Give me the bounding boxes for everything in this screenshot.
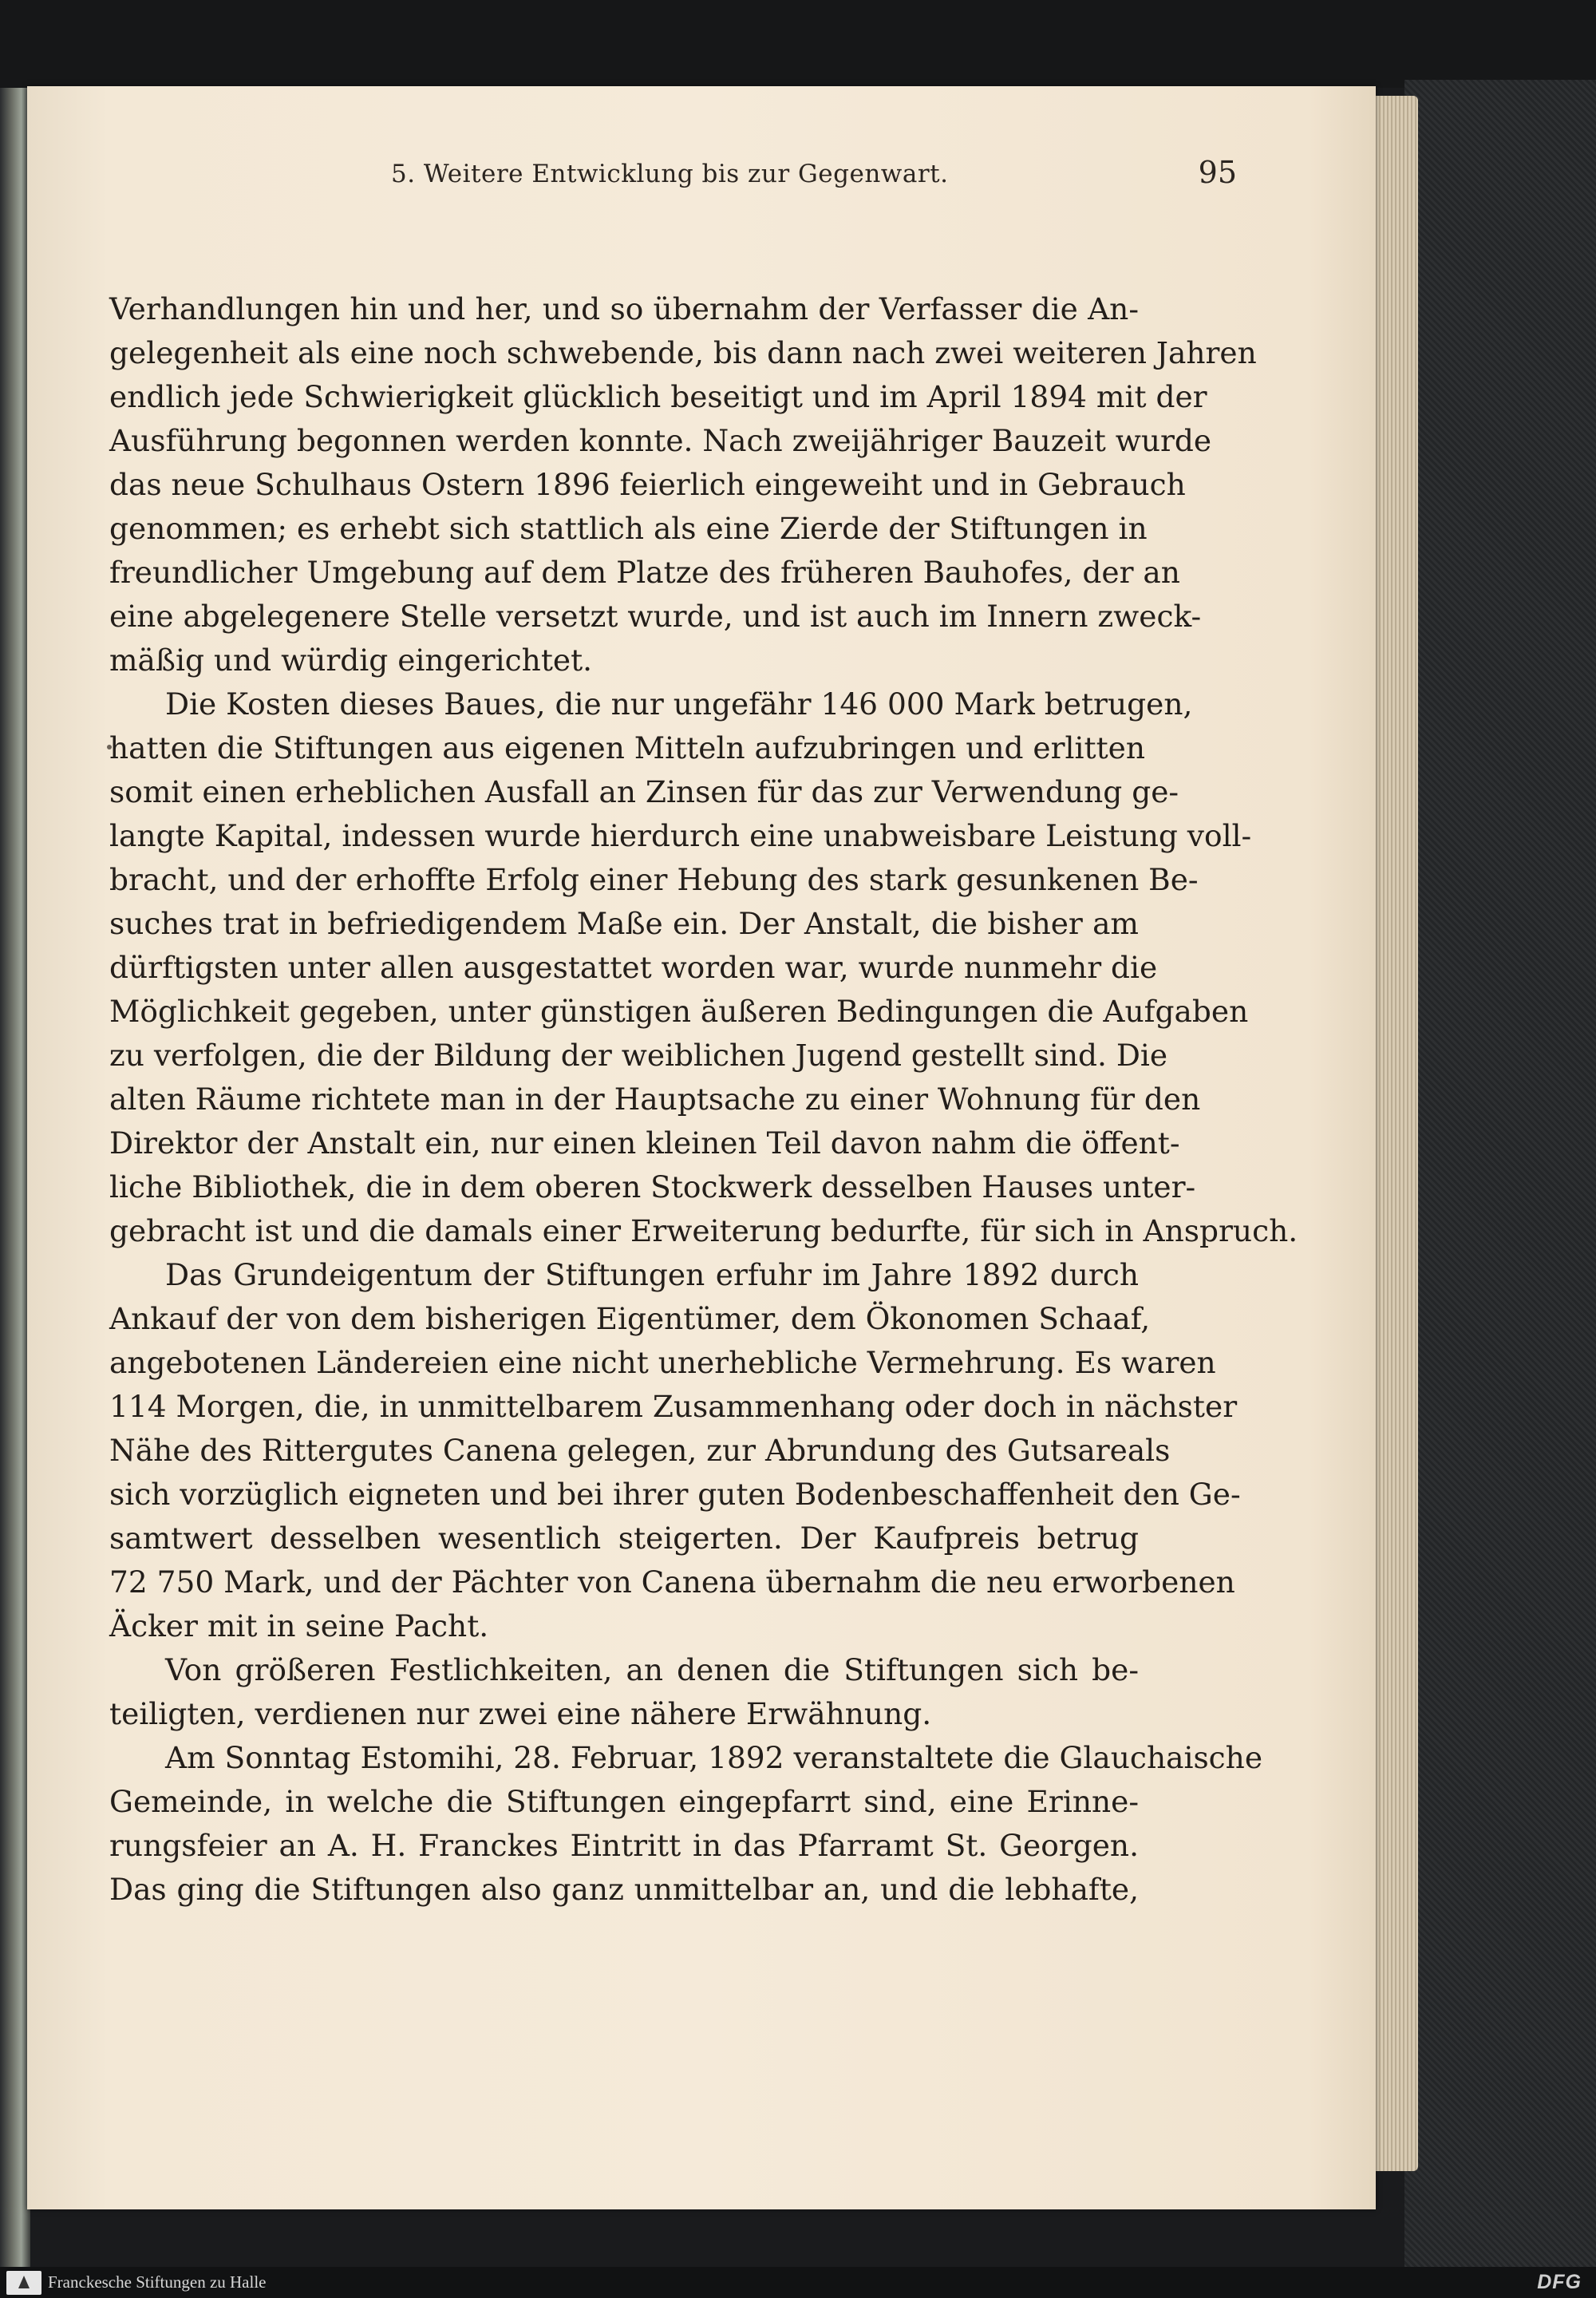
- text-line: Ankauf der von dem bisherigen Eigentümer, dem Ökonomen Schaaf,: [109, 1301, 1151, 1336]
- text-line: Ausführung begonnen werden konnte. Nach zweijähriger Bauzeit wurde: [109, 423, 1212, 458]
- text-line: Äcker mit in seine Pacht.: [109, 1608, 489, 1643]
- viewer-footer: [0, 2267, 1596, 2298]
- text-line: bracht, und der erhoffte Erfolg einer Hebung des stark gesunkenen Be-: [109, 862, 1199, 897]
- text-line: gelegenheit als eine noch schwebende, bis dann nach zwei weiteren Jahren: [109, 335, 1257, 370]
- text-line: Verhandlungen hin und her, und so übernahm der Verfasser die An-: [109, 291, 1139, 326]
- text-line: alten Räume richtete man in der Hauptsache zu einer Wohnung für den: [109, 1082, 1201, 1117]
- text-line: hatten die Stiftungen aus eigenen Mitteln aufzubringen und erlitten: [109, 730, 1146, 765]
- page-number: 95: [1198, 155, 1237, 190]
- text-line: somit einen erheblichen Ausfall an Zinsen für das zur Verwendung ge-: [109, 774, 1179, 809]
- text-line: liche Bibliothek, die in dem oberen Stockwerk desselben Hauses unter-: [109, 1169, 1196, 1204]
- running-title: 5. Weitere Entwicklung bis zur Gegenwart.: [391, 160, 949, 188]
- running-head: [359, 144, 1237, 208]
- text-line: angebotenen Ländereien eine nicht unerhebliche Vermehrung. Es waren: [109, 1345, 1216, 1380]
- francke-foundation-logo-icon: [6, 2271, 41, 2295]
- text-line: Gemeinde, in welche die Stiftungen eingepfarrt sind, eine Erinne-: [109, 1784, 1139, 1819]
- text-line: teiligten, verdienen nur zwei eine nähere Erwähnung.: [109, 1696, 932, 1731]
- scan-background-top: [0, 0, 1596, 88]
- text-line: Möglichkeit gegeben, unter günstigen äußeren Bedingungen die Aufgaben: [109, 994, 1249, 1029]
- text-line: Nähe des Rittergutes Canena gelegen, zur Abrundung des Gutsareals: [109, 1433, 1171, 1468]
- text-line: eine abgelegenere Stelle versetzt wurde, und ist auch im Innern zweck-: [109, 599, 1202, 634]
- paragraph-start-line: Am Sonntag Estomihi, 28. Februar, 1892 veranstaltete die Glauchaische: [165, 1740, 1263, 1775]
- body-text: [109, 287, 1298, 1912]
- text-line: das neue Schulhaus Ostern 1896 feierlich eingeweiht und in Gebrauch: [109, 467, 1186, 502]
- text-line: gebracht ist und die damals einer Erweiterung bedurfte, für sich in Anspruch.: [109, 1213, 1298, 1248]
- text-line: zu verfolgen, die der Bildung der weiblichen Jugend gestellt sind. Die: [109, 1038, 1168, 1073]
- paragraph-start-line: Die Kosten dieses Baues, die nur ungefähr 146 000 Mark betrugen,: [165, 686, 1193, 722]
- text-line: langte Kapital, indessen wurde hierdurch eine unabweisbare Leistung voll-: [109, 818, 1252, 853]
- text-line: endlich jede Schwierigkeit glücklich beseitigt und im April 1894 mit der: [109, 379, 1207, 414]
- dfg-logo: DFG: [1537, 2271, 1582, 2293]
- institution-label: Franckesche Stiftungen zu Halle: [48, 2272, 267, 2292]
- text-line: 114 Morgen, die, in unmittelbarem Zusammenhang oder doch in nächster: [109, 1389, 1238, 1424]
- text-line: freundlicher Umgebung auf dem Platze des früheren Bauhofes, der an: [109, 555, 1180, 590]
- paragraph-start-line: Das Grundeigentum der Stiftungen erfuhr im Jahre 1892 durch: [165, 1257, 1139, 1292]
- text-line: 72 750 Mark, und der Pächter von Canena übernahm die neu erworbenen: [109, 1564, 1235, 1600]
- text-line: dürftigsten unter allen ausgestattet worden war, wurde nunmehr die: [109, 950, 1158, 985]
- text-line: mäßig und würdig eingerichtet.: [109, 643, 593, 678]
- text-line: sich vorzüglich eigneten und bei ihrer guten Bodenbeschaffenheit den Ge-: [109, 1477, 1241, 1512]
- text-line: Direktor der Anstalt ein, nur einen kleinen Teil davon nahm die öffent-: [109, 1125, 1180, 1161]
- text-line: rungsfeier an A. H. Franckes Eintritt in das Pfarramt St. Georgen.: [109, 1828, 1139, 1863]
- paragraph-start-line: Von größeren Festlichkeiten, an denen die Stiftungen sich be-: [165, 1652, 1139, 1687]
- text-line: genommen; es erhebt sich stattlich als eine Zierde der Stiftungen in: [109, 511, 1148, 546]
- text-line: samtwert desselben wesentlich steigerten. Der Kaufpreis betrug: [109, 1521, 1139, 1556]
- book-cover: [1404, 80, 1596, 2291]
- text-line: Das ging die Stiftungen also ganz unmittelbar an, und die lebhafte,: [109, 1872, 1139, 1907]
- previous-page-edge: [0, 88, 30, 2291]
- text-line: suches trat in befriedigendem Maße ein. Der Anstalt, die bisher am: [109, 906, 1139, 941]
